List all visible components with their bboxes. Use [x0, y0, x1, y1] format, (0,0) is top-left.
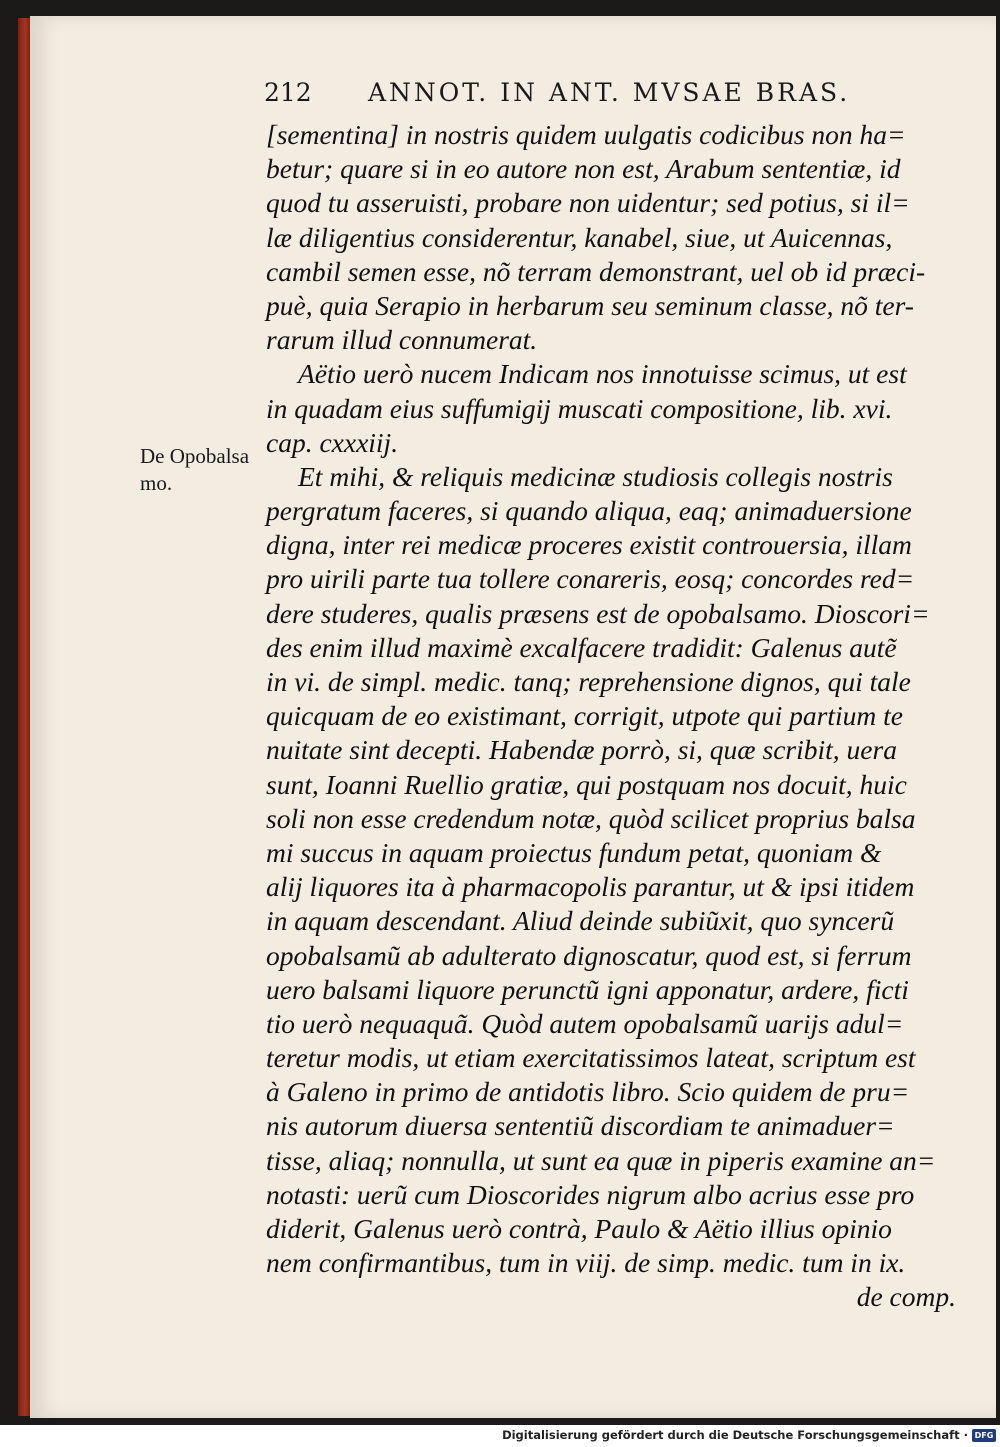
marginal-note — [140, 443, 265, 497]
text-line: à Galeno in primo de antidotis libro. Scio quidem de pru= — [266, 1076, 910, 1108]
page-number: 212 — [264, 78, 312, 107]
text-line: betur; quare si in eo autore non est, Arabum sententiæ, id — [266, 153, 901, 185]
funding-notice: Digitalisierung gefördert durch die Deutsche Forschungsgemeinschaft · — [502, 1428, 968, 1442]
text-line: tio uerò nequaquã. Quòd autem opobalsamũ uarijs adul= — [266, 1007, 904, 1039]
digitization-footer — [0, 1425, 1000, 1447]
text-line: cap. cxxxiij. — [266, 426, 399, 458]
catchword-line: de comp. — [856, 1281, 956, 1313]
text-line: des enim illud maximè excalfacere tradidit: Galenus autẽ — [266, 631, 897, 663]
text-line: dere studeres, qualis præsens est de opobalsamo. Dioscori= — [266, 597, 930, 629]
text-line: alij liquores ita à pharmacopolis parantur, ut & ipsi itidem — [266, 871, 915, 903]
text-line: Aëtio uerò nucem Indicam nos innotuisse scimus, ut est — [298, 358, 907, 390]
text-line: puè, quia Serapio in herbarum seu seminum classe, nõ ter- — [266, 289, 914, 321]
text-line: cambil semen esse, nõ terram demonstrant, uel ob id præci- — [266, 255, 926, 287]
text-line: in vi. de simpl. medic. tanq; reprehensione dignos, qui tale — [266, 666, 911, 697]
running-title: ANNOT. IN ANT. MVSAE BRAS. — [368, 78, 851, 107]
text-line: rarum illud connumerat. — [266, 324, 538, 356]
body-text — [266, 118, 956, 1315]
marginal-note-line: De Opobalsa — [140, 444, 250, 468]
text-line: mi succus in aquam proiectus fundum petat, quoniam & — [266, 836, 882, 868]
text-line: digna, inter rei medicæ proceres existit controuersia, illam — [266, 529, 912, 561]
text-line: [sementina] in nostris quidem uulgatis codicibus non ha= — [266, 119, 906, 150]
dfg-logo-icon: DFG — [972, 1429, 996, 1442]
text-line: sunt, Ioanni Ruellio gratiæ, qui postquam nos docuit, huic — [266, 768, 907, 800]
text-line: diderit, Galenus uerò contrà, Paulo & Aëtio illius opinio — [266, 1213, 892, 1244]
text-line: notasti: uerũ cum Dioscorides nigrum albo acrius esse pro — [266, 1178, 915, 1210]
text-line: nem confirmantibus, tum in viij. de simp. medic. tum in ix. — [266, 1247, 906, 1279]
text-line: pergratum faceres, si quando aliqua, eaq; animaduersione — [266, 495, 912, 527]
text-line: Et mihi, & reliquis medicinæ studiosis collegis nostris — [298, 460, 893, 492]
marginal-note-line: mo. — [140, 471, 173, 495]
text-line: nuitate sint decepti. Habendæ porrò, si, quæ scribit, uera — [266, 734, 897, 766]
text-line: soli non esse credendum notæ, quòd scilicet proprius balsa — [266, 802, 916, 834]
running-head — [264, 78, 954, 118]
text-line: pro uirili parte tua tollere conareris, eosq; concordes red= — [266, 563, 915, 595]
text-line: tisse, aliaq; nonnulla, ut sunt ea quæ in piperis examine an= — [266, 1144, 936, 1176]
text-line: in aquam descendant. Aliud deinde subiũxit, quo syncerũ — [266, 905, 895, 937]
text-line: læ diligentius considerentur, kanabel, siue, ut Auicennas, — [266, 221, 893, 253]
text-line: quicquam de eo existimant, corrigit, utpote qui partium te — [266, 700, 903, 732]
text-line: opobalsamũ ab adulterato dignoscatur, quod est, si ferrum — [266, 939, 912, 971]
text-line: nis autorum diuersa sententiũ discordiam te animaduer= — [266, 1110, 895, 1142]
text-line: uero balsami liquore perunctũ igni apponatur, ardere, ficti — [266, 973, 909, 1005]
text-line: teretur modis, ut etiam exercitatissimos lateat, scriptum est — [266, 1042, 916, 1074]
text-line: in quadam eius suffumigij muscati compositione, lib. xvi. — [266, 392, 893, 424]
text-line: quod tu asseruisti, probare non uidentur; sed potius, si il= — [266, 187, 910, 219]
